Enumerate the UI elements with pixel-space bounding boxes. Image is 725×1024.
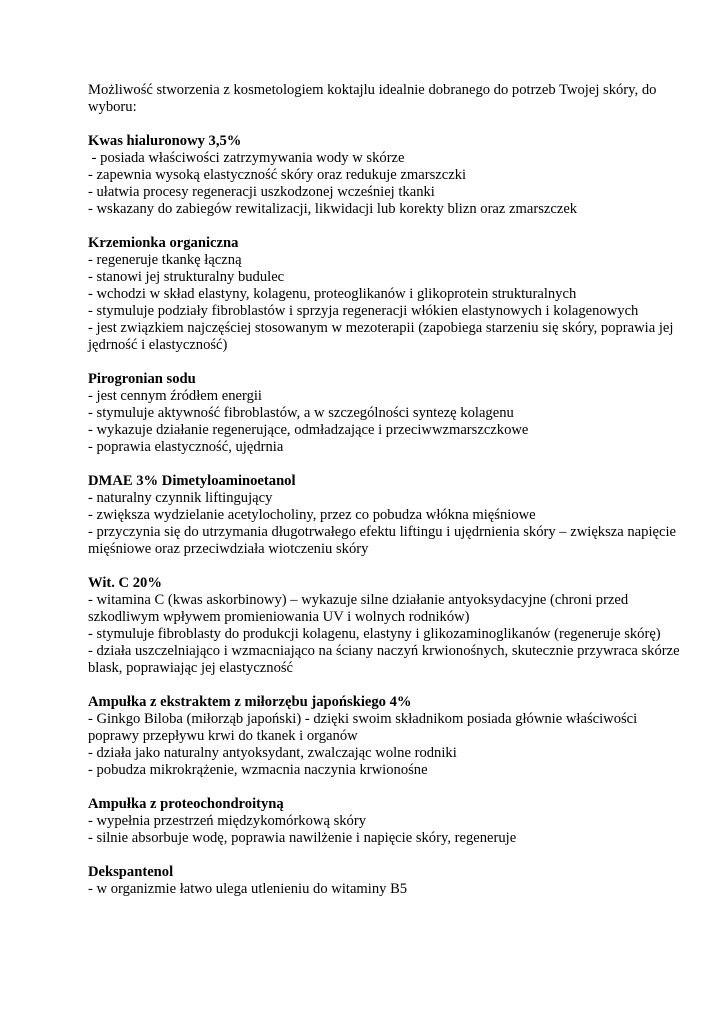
- list-item: - stanowi jej strukturalny budulec: [88, 269, 285, 285]
- section-title: Wit. C 20%: [88, 575, 162, 591]
- section-dmae: [88, 473, 688, 558]
- list-item: - w organizmie łatwo ulega utlenieniu do witaminy B5: [88, 881, 408, 897]
- section-title: Ampułka z ekstraktem z miłorzębu japońskiego 4%: [88, 694, 412, 710]
- list-item: - zapewnia wysoką elastyczność skóry oraz redukuje zmarszczki: [88, 167, 467, 183]
- section-krzemionka-organiczna: [88, 235, 688, 354]
- list-item: - wykazuje działanie regenerujące, odmładzające i przeciwwzmarszczkowe: [88, 422, 529, 438]
- list-item: - posiada właściwości zatrzymywania wody w skórze: [88, 150, 405, 166]
- section-ampulka-milorzab: [88, 694, 688, 779]
- section-title: DMAE 3% Dimetyloaminoetanol: [88, 473, 296, 489]
- list-item: - zwiększa wydzielanie acetylocholiny, przez co pobudza włókna mięśniowe: [88, 507, 536, 523]
- document-page: [88, 82, 688, 915]
- section-title: Ampułka z proteochondroityną: [88, 796, 284, 812]
- list-item: - ułatwia procesy regeneracji uszkodzonej wcześniej tkanki: [88, 184, 435, 200]
- list-item: - poprawia elastyczność, ujędrnia: [88, 439, 284, 455]
- section-pirogronian-sodu: [88, 371, 688, 456]
- list-item: - stymuluje aktywność fibroblastów, a w szczególności syntezę kolagenu: [88, 405, 514, 421]
- intro-paragraph: Możliwość stworzenia z kosmetologiem koktajlu idealnie dobranego do potrzeb Twojej skóry, do wyboru:: [88, 82, 657, 115]
- list-item: - jest związkiem najczęściej stosowanym w mezoterapii (zapobiega starzeniu się skóry, poprawia jej jędrność i elastyczność): [88, 320, 678, 353]
- list-item: - stymuluje fibroblasty do produkcji kolagenu, elastyny i glikozaminoglikanów (regeneruje skórę): [88, 626, 661, 642]
- list-item: - witamina C (kwas askorbinowy) – wykazuje silne działanie antyoksydacyjne (chroni przed szkodliwym wpływem promieniowania UV i wolnych rodników): [88, 592, 632, 625]
- section-title: Pirogronian sodu: [88, 371, 196, 387]
- section-dekspantenol: [88, 864, 688, 898]
- list-item: - wchodzi w skład elastyny, kolagenu, proteoglikanów i glikoprotein strukturalnych: [88, 286, 577, 302]
- section-title: Kwas hialuronowy 3,5%: [88, 133, 242, 149]
- list-item: - wypełnia przestrzeń międzykomórkową skóry: [88, 813, 367, 829]
- section-title: Krzemionka organiczna: [88, 235, 239, 251]
- list-item: - wskazany do zabiegów rewitalizacji, likwidacji lub korekty blizn oraz zmarszczek: [88, 201, 578, 217]
- section-kwas-hialuronowy: [88, 133, 688, 218]
- list-item: - stymuluje podziały fibroblastów i sprzyja regeneracji włókien elastynowych i kolagenowych: [88, 303, 639, 319]
- list-item: - silnie absorbuje wodę, poprawia nawilżenie i napięcie skóry, regeneruje: [88, 830, 517, 846]
- section-title: Dekspantenol: [88, 864, 174, 880]
- list-item: - jest cennym źródłem energii: [88, 388, 262, 404]
- section-wit-c: [88, 575, 688, 677]
- section-ampulka-proteochondroityna: [88, 796, 688, 847]
- list-item: - przyczynia się do utrzymania długotrwałego efektu liftingu i ujędrnienia skóry – zwiększa napięcie mięśniowe oraz przeciwdziała wiotczeniu skóry: [88, 524, 680, 557]
- list-item: - Ginkgo Biloba (miłorząb japoński) - dzięki swoim składnikom posiada głównie właściwości poprawy przepływu krwi do tkanek i organów: [88, 711, 641, 744]
- list-item: - regeneruje tkankę łączną: [88, 252, 242, 268]
- list-item: - pobudza mikrokrążenie, wzmacnia naczynia krwionośne: [88, 762, 428, 778]
- list-item: - naturalny czynnik liftingujący: [88, 490, 273, 506]
- list-item: - działa jako naturalny antyoksydant, zwalczając wolne rodniki: [88, 745, 457, 761]
- list-item: - działa uszczelniająco i wzmacniająco na ściany naczyń krwionośnych, skutecznie przywraca skórze blask, poprawiając jej elastyczność: [88, 643, 684, 676]
